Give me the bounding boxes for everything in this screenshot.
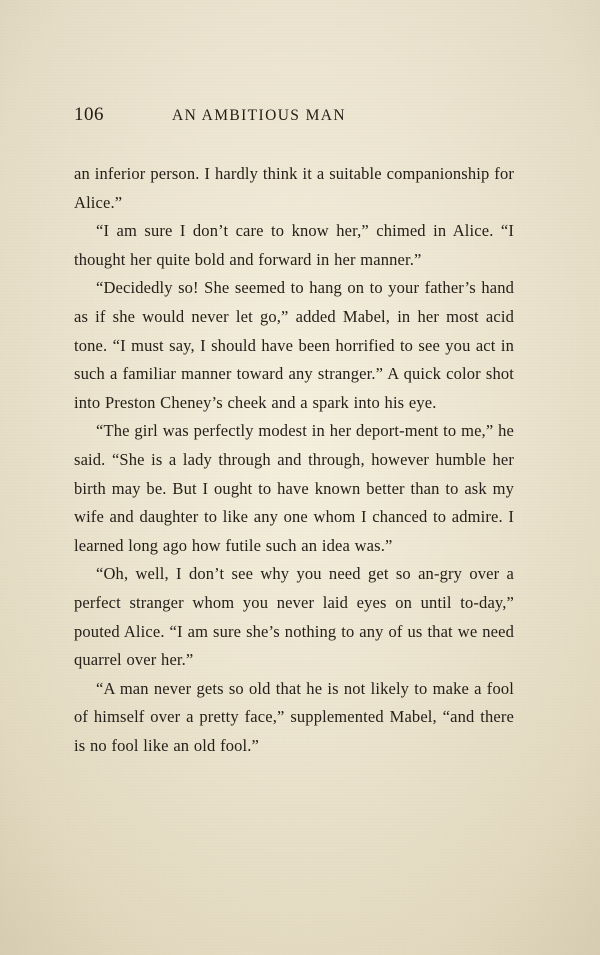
page-number: 106: [74, 104, 104, 125]
paragraph: “The girl was perfectly modest in her deport-ment to me,” he said. “She is a lady through and through, however humble her birth may be. But I ought to have known better than to ask my wife and daughter to like any one whom I chanced to admire. I learned long ago how futile such an idea was.”: [74, 421, 514, 555]
paragraph: an inferior person. I hardly think it a suitable companionship for Alice.”: [74, 164, 514, 212]
page-header: [74, 104, 514, 130]
body-text: [74, 160, 514, 760]
page-content: [74, 104, 514, 760]
running-head: AN AMBITIOUS MAN: [172, 107, 346, 124]
paragraph: “A man never gets so old that he is not likely to make a fool of himself over a pretty face,” supplemented Mabel, “and there is no fool like an old fool.”: [74, 678, 514, 755]
paragraph: “Decidedly so! She seemed to hang on to your father’s hand as if she would never let go,” added Mabel, in her most acid tone. “I must say, I should have been horrified to see you act in such a familiar manner toward any stranger.” A quick color shot into Preston Cheney’s cheek and a spark into his eye.: [74, 278, 514, 412]
paragraph: “I am sure I don’t care to know her,” chimed in Alice. “I thought her quite bold and forward in her manner.”: [74, 221, 514, 269]
paragraph: “Oh, well, I don’t see why you need get so an-gry over a perfect stranger whom you never laid eyes on until to-day,” pouted Alice. “I am sure she’s nothing to any of us that we need quarrel over her.”: [74, 564, 514, 670]
